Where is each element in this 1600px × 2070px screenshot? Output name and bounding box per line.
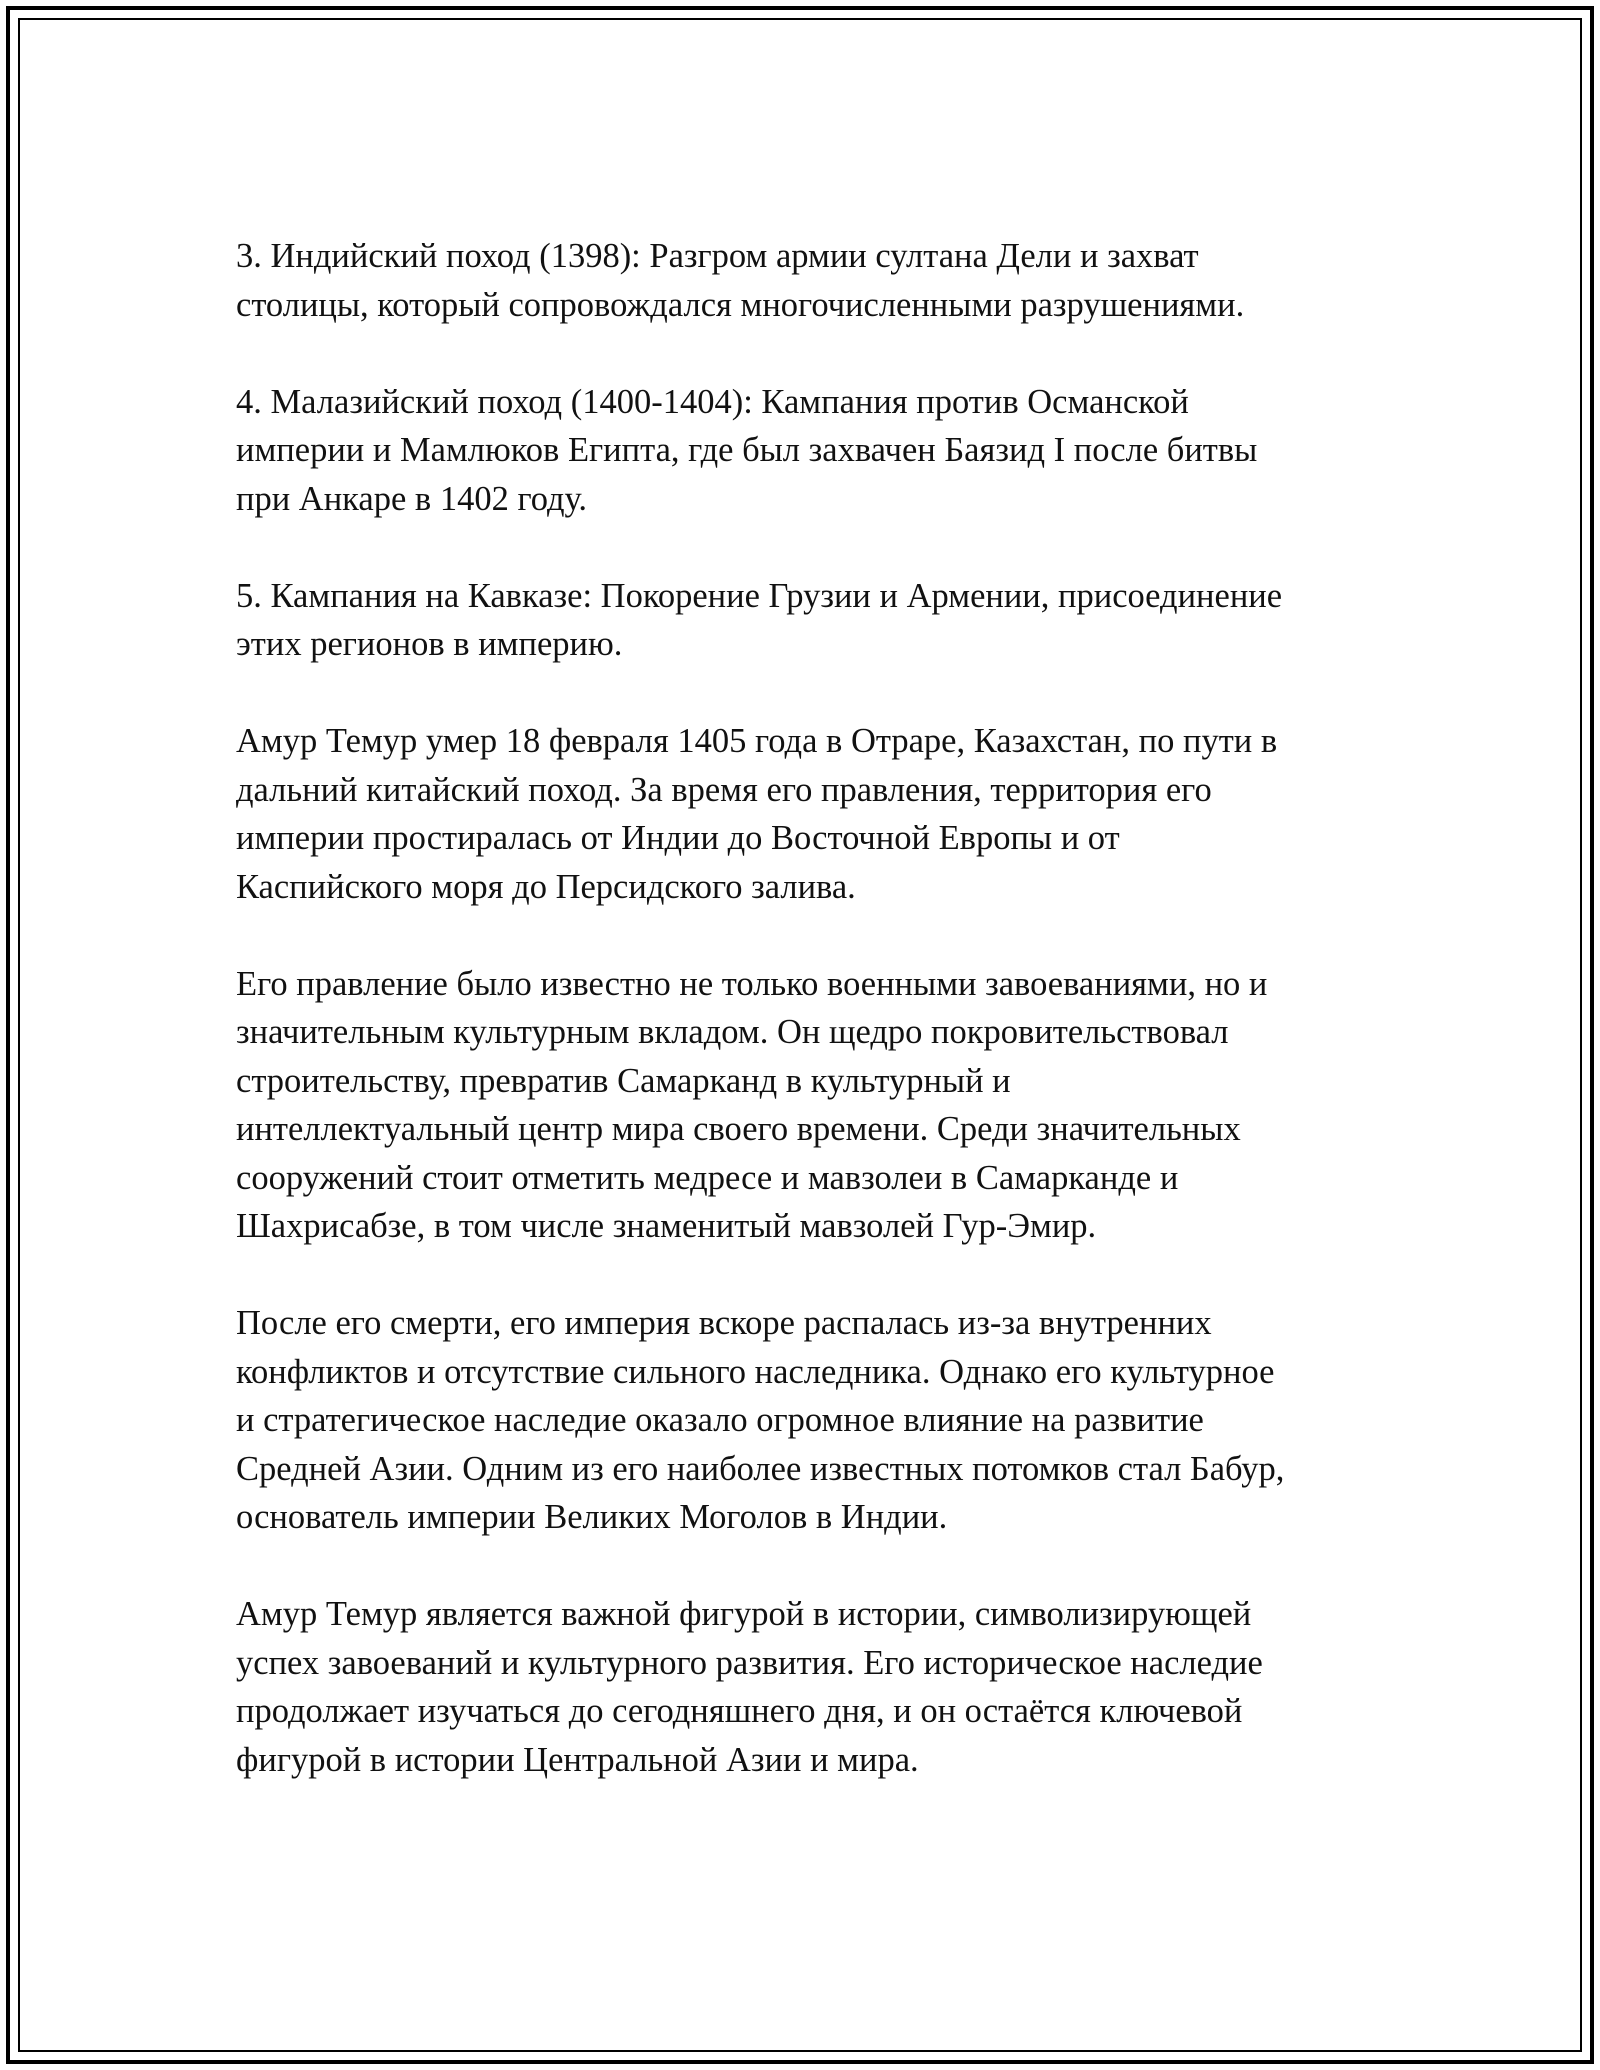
text-line: конфликтов и отсутствие сильного наследника. Однако его культурное — [236, 1352, 1275, 1391]
text-line: основатель империи Великих Моголов в Индии. — [236, 1498, 948, 1536]
text-line: интеллектуальный центр мира своего времени. Среди значительных — [236, 1110, 1241, 1148]
text-line: Амур Темур умер 18 февраля 1405 года в Отраре, Казахстан, по пути в — [236, 722, 1278, 760]
paragraph-indian-campaign — [236, 232, 1396, 329]
text-line: Его правление было известно не только военными завоеваниями, но и — [236, 964, 1268, 1003]
text-line: Каспийского моря до Персидского залива. — [236, 867, 856, 906]
paragraph-caucasus-campaign — [236, 572, 1396, 669]
text-line: Амур Темур является важной фигурой в истории, символизирующей — [236, 1595, 1252, 1633]
paragraph-cultural-legacy — [236, 960, 1396, 1251]
text-line: империи простиралась от Индии до Восточной Европы и от — [236, 819, 1120, 857]
text-line: фигурой в истории Центральной Азии и мира. — [236, 1740, 919, 1779]
text-line: После его смерти, его империя вскоре распалась из-за внутренних — [236, 1304, 1212, 1342]
paragraph-death — [236, 717, 1396, 911]
text-line: 3. Индийский поход (1398): Разгром армии султана Дели и захват — [236, 237, 1199, 275]
text-line: столицы, который сопровождался многочисленными разрушениями. — [236, 285, 1245, 324]
paragraph-anatolian-campaign — [236, 378, 1396, 524]
document-body — [236, 232, 1396, 1833]
paragraph-conclusion — [236, 1590, 1396, 1784]
text-line: при Анкаре в 1402 году. — [236, 479, 587, 518]
text-line: Средней Азии. Одним из его наиболее известных потомков стал Бабур, — [236, 1449, 1285, 1488]
text-line: значительным культурным вкладом. Он щедро покровительствовал — [236, 1013, 1229, 1051]
text-line: сооружений стоит отметить медресе и мавзолеи в Самарканде и — [236, 1158, 1179, 1197]
text-line: 5. Кампания на Кавказе: Покорение Грузии и Армении, присоединение — [236, 576, 1283, 615]
text-line: и стратегическое наследие оказало огромное влияние на развитие — [236, 1401, 1204, 1439]
text-line: империи и Мамлюков Египта, где был захвачен Баязид I после битвы — [236, 431, 1258, 469]
paragraph-after-death — [236, 1299, 1396, 1542]
text-line: этих регионов в империю. — [236, 625, 623, 663]
text-line: дальний китайский поход. За время его правления, территория его — [236, 770, 1212, 809]
text-line: Шахрисабзе, в том числе знаменитый мавзолей Гур-Эмир. — [236, 1207, 1097, 1245]
text-line: строительству, превратив Самарканд в культурный и — [236, 1061, 1011, 1100]
text-line: успех завоеваний и культурного развития. Его историческое наследие — [236, 1643, 1263, 1682]
text-line: 4. Малазийский поход (1400-1404): Кампания против Османской — [236, 382, 1189, 421]
text-line: продолжает изучаться до сегодняшнего дня, и он остаётся ключевой — [236, 1692, 1243, 1730]
